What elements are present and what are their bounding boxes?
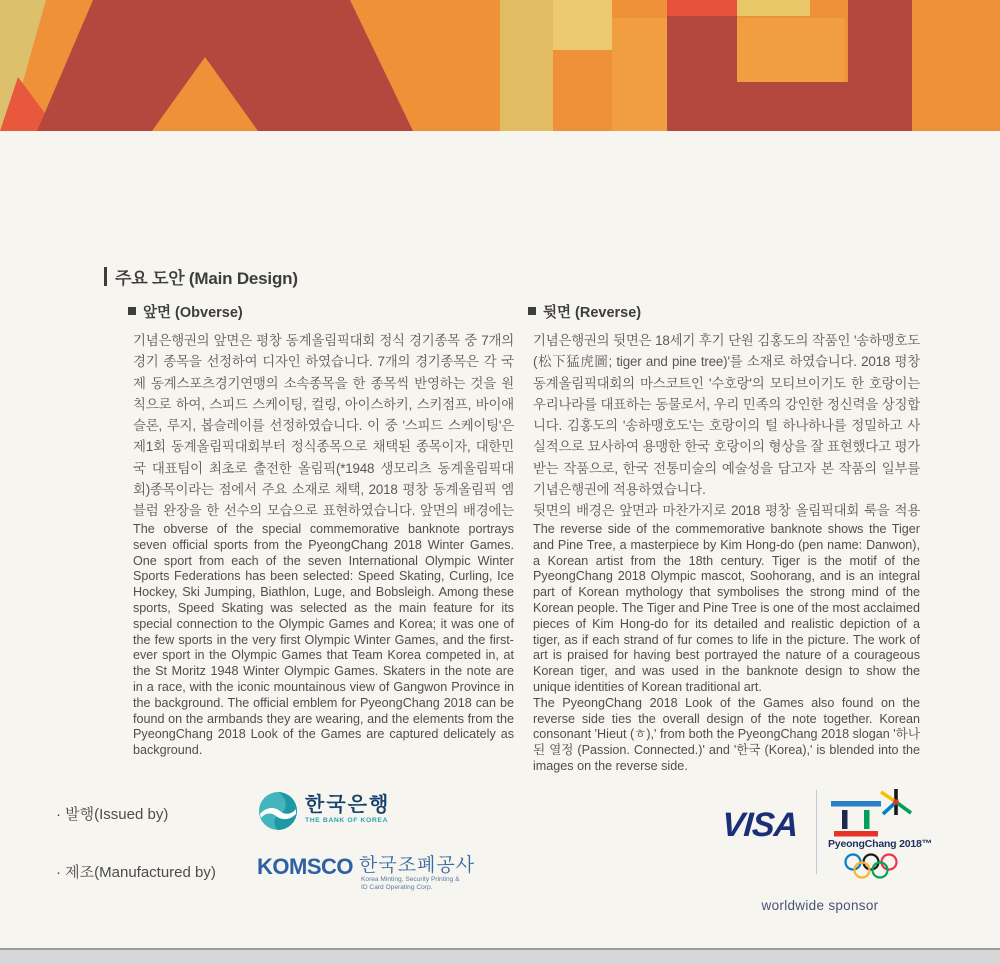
page-title: [104, 264, 298, 289]
obverse-heading-text: 앞면 (Obverse): [143, 304, 243, 321]
obverse-heading: [128, 302, 514, 320]
visa-logo: VISA: [720, 806, 799, 844]
komsco-logo: [257, 855, 475, 892]
komsco-subtext-1: Korea Minting, Security Printing &: [361, 876, 460, 883]
reverse-english-block: [533, 522, 920, 775]
band-shape: [553, 0, 612, 50]
band-shape: [667, 0, 737, 16]
reverse-section: [528, 302, 920, 775]
reverse-english-paragraph-2: The PyeongChang 2018 Look of the Games also found on the reverse side ties the overall design of the note together. Korean consonant 'Hieut (ㅎ),' from both the PyeongChang 2018 slogan '하나된 열정 (Passion. Connected.)' and '한국 (Korea),' is blended into the images on the reverse side.: [533, 695, 920, 773]
pyeongchang-emblem-icon: [829, 789, 917, 837]
reverse-heading: [528, 302, 920, 320]
obverse-section: [128, 302, 514, 759]
sponsor-divider: [816, 790, 817, 874]
bank-of-korea-korean: 한국은행: [305, 794, 391, 816]
reverse-heading-text: 뒷면 (Reverse): [543, 304, 642, 321]
obverse-english-paragraph: The obverse of the special commemorative banknote portrays seven official sports from the PyeongChang 2018 Winter Games. One sport from each of the seven International Olympic Winter Sports Federations has been selected: Speed Skating, Curling, Ice Hockey, Ski Jumping, Biathlon, Luge, and Bobsleigh. Among these sports, Speed Skating was selected as the main feature for its special connection to the Olympic Games and Korea; it was one of the few sports in the very first Olympic Winter Games, and the first-ever sport in the Olympic Games that Team Korea competed in, at the St Moritz 1948 Winter Olympic Games. Skaters in the note are in a race, with the iconic mountainous view of Gangwon Province in the background. The official emblem for PyeongChang 2018 can be found on the armbands they are wearing, and the elements from the PyeongChang 2018 Look of the Games are captured delicately as background.: [133, 522, 514, 758]
title-bar-mark: [104, 267, 107, 286]
obverse-korean-paragraph: 기념은행권의 앞면은 평창 동계올림픽대회 정식 경기종목 중 7개의 경기 종목을 선정하여 디자인 하였습니다. 7개의 경기종목은 각 국제 동계스포츠경기연맹의 소속종목을 한 종목씩 반영하는 것을 원칙으로 하여, 스피드 스케이팅, 컬링, 아이스하키, 스키점프, 바이애슬론, 루지, 봅슬레이를 선정하였습니다. 이 중 '스피드 스케이팅'은 제1회 동계올림픽대회부터 정식종목으로 채택된 종목이자, 대한민국 대표팀이 최초로 출전한 올림픽(*1948 생모리츠 동계올림픽대회)종목이라는 점에서 주요 소재로 채택, 2018 평창 동계올림픽 엠블럼 완장을 한 선수의 모습으로 표현하였습니다. 앞면의 배경에는: [133, 333, 514, 519]
issued-by-label: · 발행(Issued by): [56, 806, 169, 823]
page-edge-shadow: [0, 950, 1000, 964]
obverse-english-block: [133, 522, 514, 759]
olympic-rings-icon: [842, 853, 904, 881]
manufactured-by-label: · 제조(Manufactured by): [56, 864, 216, 881]
pyeongchang-label: PyeongChang 2018™: [828, 838, 932, 850]
obverse-korean-block: [133, 330, 514, 522]
reverse-korean-paragraph-1: 기념은행권의 뒷면은 18세기 후기 단원 김홍도의 작품인 '송하맹호도(松下猛虎圖; tiger and pine tree)'를 소재로 하였습니다. 2018 평창 동계올림픽대회의 마스코트인 '수호랑'의 모티브이기도 한 호랑이는 우리나라를 대표하는 동물로서, 우리 민족의 강인한 정신력을 상징합니다. 김홍도의 '송하맹호도'는 호랑이의 털 하나하나를 정밀하고 사실적으로 묘사하여 용맹한 한국 호랑이의 형상을 잘 표현했다고 평가받는 작품으로, 한국 전통미술의 예술성을 담고자 본 작품의 일부를 기념은행권에 적용하였습니다.: [533, 333, 920, 498]
worldwide-sponsor-text: worldwide sponsor: [761, 898, 879, 913]
komsco-korean: 한국조폐공사: [359, 855, 476, 876]
komsco-subtext-2: ID Card Operating Corp.: [361, 884, 433, 891]
reverse-english-paragraph-1: The reverse side of the commemorative banknote shows the Tiger and Pine Tree, a masterpiece by Kim Hong-do (pen name: Danwon), a Korean artist from the 18th century. Tiger is the motif of the PyeongChang 2018 Olympic mascot, Soohorang, and is an integral part of Korean mythology that symbolises the strong mind of the Korean people. The Tiger and Pine Tree is one of the most acclaimed pieces of Kim Hong-do for its detailed and realistic depiction of a tiger, as if each strand of fur comes to life in the picture. The work of art is praised for having best portrayed the nature of a courageous Korean tiger, and was used in the banknote design to show the unique identities of Korean traditional art.: [533, 522, 920, 694]
page-title-text: 주요 도안 (Main Design): [115, 269, 298, 288]
square-bullet-icon: [128, 307, 136, 315]
komsco-text: [359, 855, 475, 892]
band-shape: [737, 0, 810, 16]
reverse-korean-paragraph-2: 뒷면의 배경은 앞면과 마찬가지로 2018 평창 올림픽대회 룩을 적용: [533, 503, 920, 519]
band-shape: [0, 0, 430, 131]
reverse-korean-block: [533, 330, 920, 522]
band-shape: [848, 0, 912, 131]
bank-of-korea-english: THE BANK OF KOREA: [305, 817, 389, 824]
decorative-top-band: [0, 0, 1000, 131]
bank-of-korea-text: [305, 791, 390, 824]
band-shape: [500, 0, 553, 131]
bank-of-korea-logo: [258, 791, 390, 831]
square-bullet-icon: [528, 307, 536, 315]
pyeongchang-2018-emblem: [828, 789, 932, 881]
komsco-wordmark: KOMSCO: [257, 854, 353, 879]
bank-of-korea-mark-icon: [258, 791, 298, 831]
